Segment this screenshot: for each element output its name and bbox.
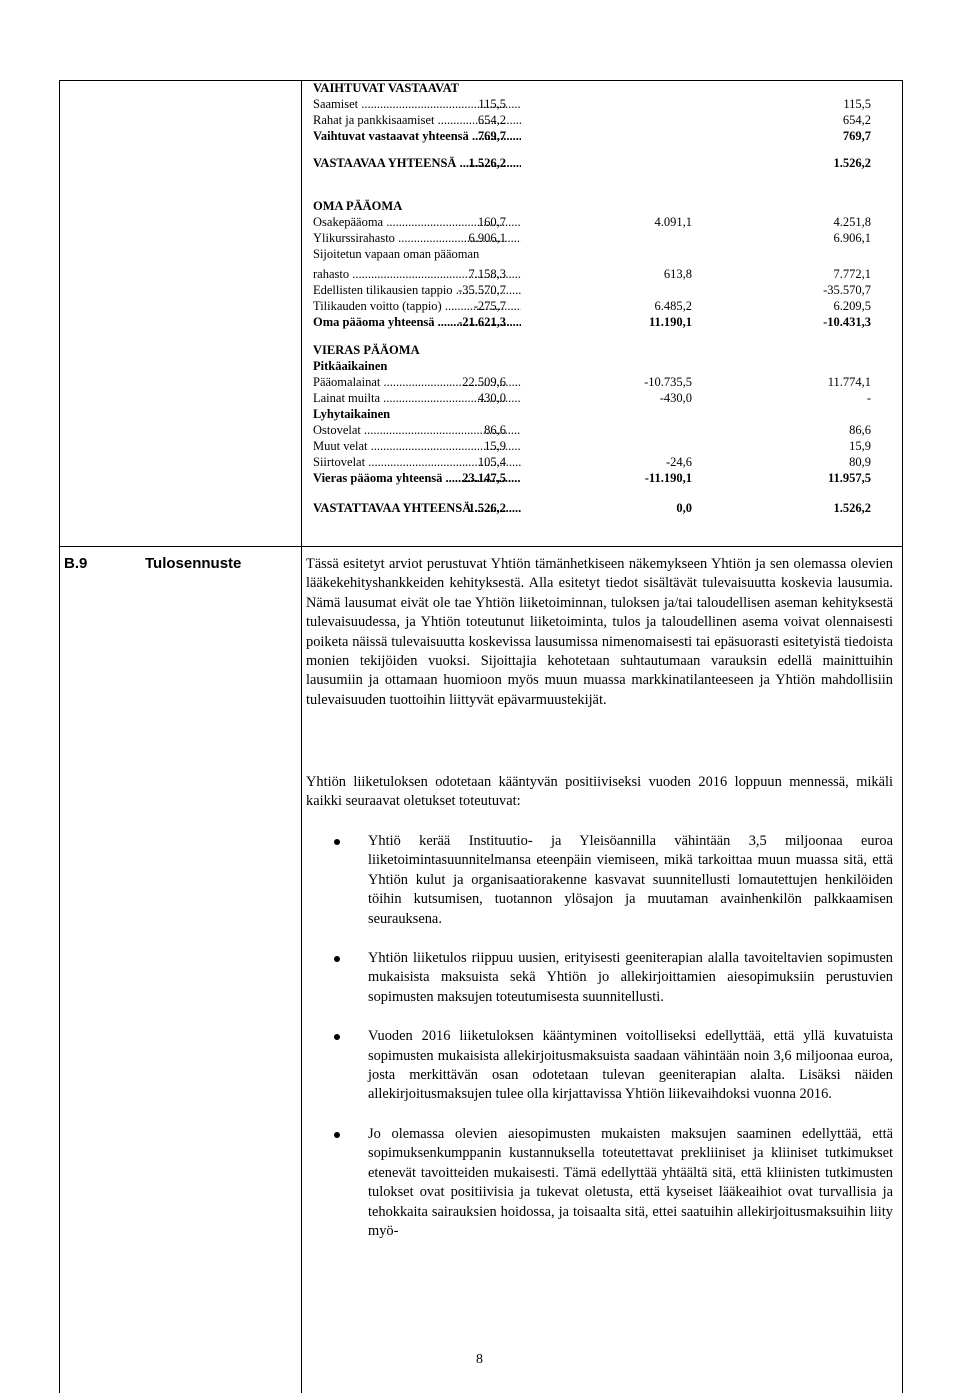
table-row: Vaihtuvat vastaavat yhteensä ..... 769,7 769,7 [313, 128, 873, 144]
table-row: Ylikurssirahasto ..... 6.906,1 6.906,1 [313, 230, 873, 246]
current-assets-heading: VAIHTUVAT VASTAAVAT [313, 81, 460, 95]
bullet-icon [334, 839, 340, 845]
table-row: Pääomalainat ..... 22.509,6 -10.735,5 11.774,1 [313, 374, 873, 390]
reserve-label: Sijoitetun vapaan oman pääoman [313, 247, 480, 261]
table-border-left [59, 80, 60, 1393]
short-term-heading: Lyhytaikainen [313, 407, 391, 421]
table-row: rahasto ..... 7.158,3 613,8 7.772,1 [313, 266, 873, 282]
list-item: Vuoden 2016 liiketuloksen kääntyminen voitolliseksi edellyttää, että yllä kuvatuista sopimusten mukaisista allekirjoitusmaksuista saadaan vähintään noin 3,6 miljoonaa euroa, josta merkittävän osan odotetaan tulevan geeniterapian alalta. Lisäksi näiden allekirjoitusmaksujen tulee olla kirjattavissa Yhtiön liikevaihdoksi vuonna 2016. [306, 1027, 893, 1105]
list-item: Yhtiö kerää Instituutio- ja Yleisöannilla vähintään 3,5 miljoonaa euroa liiketoimintasuunnitelmansa eteenpäin viemiseen, mikä tarkoittaa muun muassa sitä, että Yhtiön kulut ja organisaatiorakenne kasvavat suunnitellusti lomautettujen henkilöiden töihin kutsumisen, tuotannon ylösajon ja muutaman avainhenkilön palkkaamisen seurauksena. [306, 832, 893, 929]
table-row: Osakepääoma ..... 160,7 4.091,1 4.251,8 [313, 214, 873, 230]
table-row: Edellisten tilikausien tappio ..... -35.570,7 -35.570,7 [313, 282, 873, 298]
table-border-mid [301, 80, 302, 1393]
table-row: Tilikauden voitto (tappio) ..... -275,7 6.485,2 6.209,5 [313, 298, 873, 314]
equity-total-row: Oma pääoma yhteensä ..... -21.621,3 11.190,1 -10.431,3 [313, 314, 873, 330]
bullet-icon [334, 1132, 340, 1138]
liabilities-heading: VIERAS PÄÄOMA [313, 343, 420, 357]
long-term-heading: Pitkäaikainen [313, 359, 388, 373]
paragraph: Tässä esitetyt arviot perustuvat Yhtiön tämänhetkiseen näkemykseen Yhtiön ja sen olemassa olevien lääkekehityshankkeiden kehityksestä. Alla esitetyt tiedot sisältävät tulevaisuutta koskevia lausumia. Nämä lausumat eivät ole tae Yhtiön liiketoiminnan, tuloksen ja/tai taloudellisen aseman kehityksestä tulevaisuudessa, ja Yhtiön toteutunut liiketoiminta, tulos ja taloudellinen asema voivat olennaisesti poiketa näissä tulevaisuutta koskevissa lausumissa nimenomaisesti tai epäsuorasti esitetyistä tiedoista monien tekijöiden vuoksi. Sijoittajia kehotetaan suhtautumaan varauksin edellä mainittuihin lausumiin ja ottamaan huomioon myös muun muassa markkinatilanteeseen ja Yhtiön mahdollisiin tulevaisuuden tuottoihin liittyvät epävarmuustekijät. [306, 556, 893, 708]
bullet-icon [334, 1034, 340, 1040]
bullet-icon [334, 956, 340, 962]
table-row: Siirtovelat ..... 105,4 -24,6 80,9 [313, 454, 873, 470]
table-row: Ostovelat ..... 86,6 86,6 [313, 422, 873, 438]
liabilities-total-row: Vieras pääoma yhteensä ..... 23.147,5 -11.190,1 11.957,5 [313, 470, 873, 486]
equity-heading: OMA PÄÄOMA [313, 199, 403, 213]
section-number: B.9 [64, 555, 88, 572]
section-title: Tulosennuste [145, 555, 242, 572]
list-item: Jo olemassa olevien aiesopimusten mukaisten maksujen saaminen edellyttää, että sopimuksenkumppanin kustannuksella toteutettavat prekliiniset ja kliiniset tutkimukset etenevät tavoitteiden mukaisesti. Tämä edellyttää yhtäältä sitä, että kliinisten tutkimusten tulokset ovat positiivisia ja tukevat oletusta, että kyseiset lääkeaihiot ovat turvallisia ja tehokkaita sairauksien hoidossa, ja toisaalta sitä, ettei saatuihin allekirjoitusmaksuihin liity myö- [306, 1125, 893, 1241]
paragraph: Yhtiön liiketuloksen odotetaan kääntyvän positiiviseksi vuoden 2016 loppuun mennessä, mikäli kaikki seuraavat oletukset toteutuvat: [306, 774, 893, 810]
bullet-list [306, 832, 893, 1261]
table-row: Saamiset ..... 115,5 115,5 [313, 96, 873, 112]
table-row: Muut velat ..... 15,9 15,9 [313, 438, 873, 454]
table-row: Lainat muilta ..... 430,0 -430,0 - [313, 390, 873, 406]
table-border-right [902, 80, 903, 1393]
list-item: Yhtiön liiketulos riippuu uusien, erityisesti geeniterapian alalla tavoiteltavien sopimusten mukaisista maksuista sekä Yhtiön jo allekirjoittamien aiesopimuksiin perustuvien sopimusten maksujen toteutumisesta suunnitellusti. [306, 949, 893, 1007]
page-number: 8 [476, 1352, 483, 1367]
table-row-divider [59, 546, 903, 547]
table-row: Rahat ja pankkisaamiset ..... 654,2 654,2 [313, 112, 873, 128]
balance-sheet [313, 80, 873, 516]
grand-total-row: VASTATTAVAA YHTEENSÄ ..... 1.526,2 0,0 1.526,2 [313, 500, 873, 516]
assets-total-row: VASTAAVAA YHTEENSÄ ..... 1.526,2 1.526,2 [313, 155, 873, 171]
